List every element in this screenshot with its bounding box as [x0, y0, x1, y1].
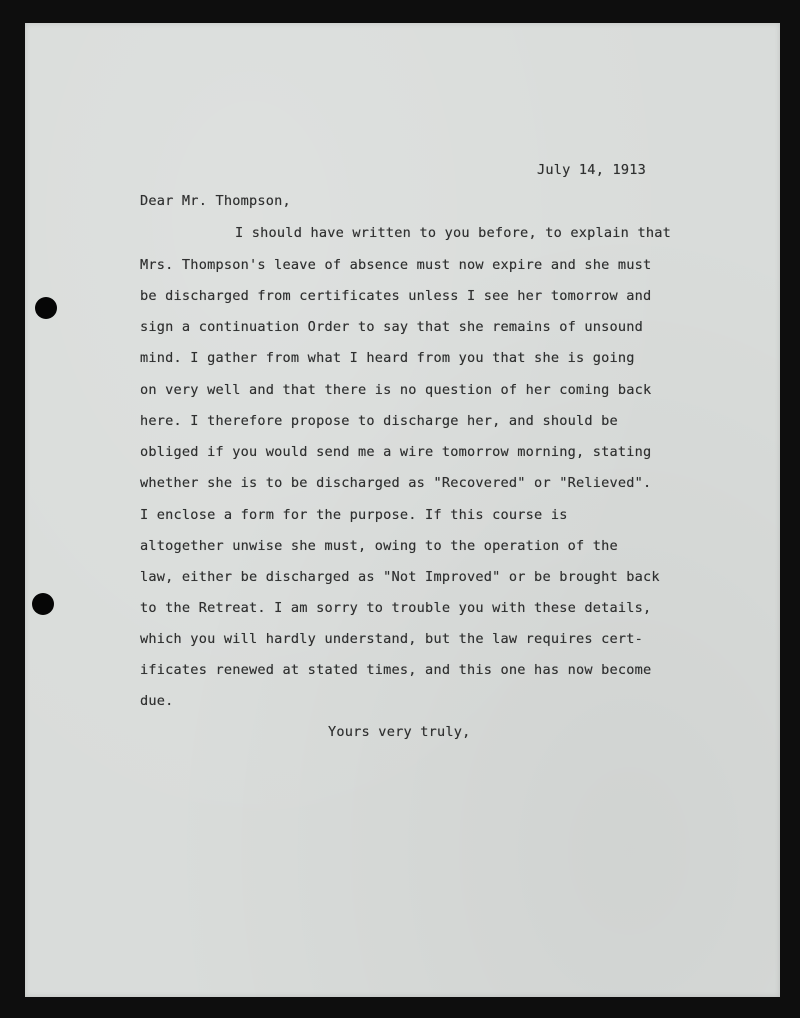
body-line: obliged if you would send me a wire tomorrow morning, stating [140, 444, 652, 460]
letter-closing: Yours very truly, [328, 724, 471, 740]
body-line: Mrs. Thompson's leave of absence must now expire and she must [140, 257, 652, 273]
body-line: I enclose a form for the purpose. If this course is [140, 507, 568, 523]
body-line: be discharged from certificates unless I see her tomorrow and [140, 288, 652, 304]
body-line: law, either be discharged as "Not Improved" or be brought back [140, 569, 660, 585]
body-line: mind. I gather from what I heard from you that she is going [140, 350, 635, 366]
body-line: here. I therefore propose to discharge her, and should be [140, 413, 618, 429]
body-line: due. [140, 693, 174, 709]
body-line: which you will hardly understand, but the law requires cert- [140, 631, 644, 647]
body-line: I should have written to you before, to explain that [235, 225, 671, 241]
punch-hole-bottom [32, 593, 54, 615]
punch-hole-top [35, 297, 57, 319]
letter-date: July 14, 1913 [537, 162, 646, 178]
body-line: whether she is to be discharged as "Recovered" or "Relieved". [140, 475, 652, 491]
body-line: ificates renewed at stated times, and this one has now become [140, 662, 652, 678]
body-line: to the Retreat. I am sorry to trouble you with these details, [140, 600, 652, 616]
body-line: sign a continuation Order to say that she remains of unsound [140, 319, 644, 335]
letter-salutation: Dear Mr. Thompson, [140, 193, 291, 209]
body-line: altogether unwise she must, owing to the operation of the [140, 538, 618, 554]
body-line: on very well and that there is no question of her coming back [140, 382, 652, 398]
